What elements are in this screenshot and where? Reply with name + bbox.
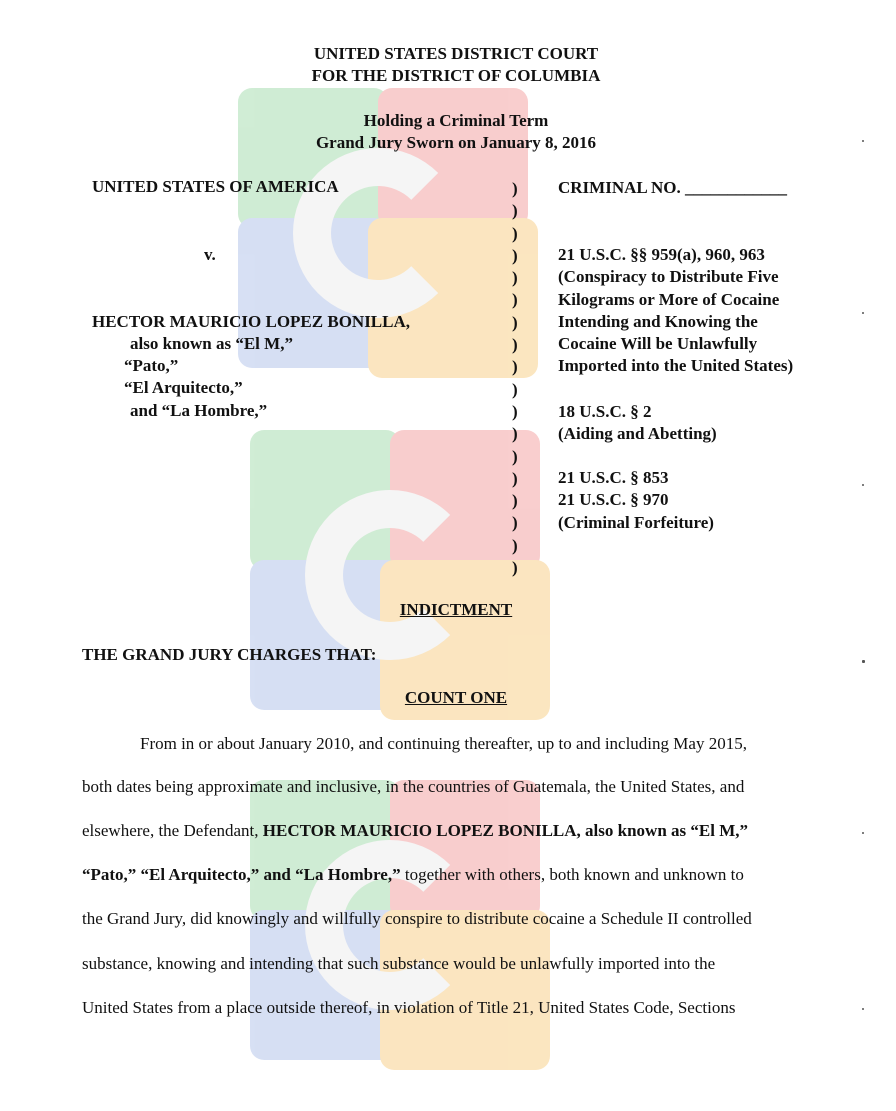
statute-line: (Conspiracy to Distribute Five <box>558 267 779 287</box>
term-line2: Grand Jury Sworn on January 8, 2016 <box>315 133 597 152</box>
body-line: From in or about January 2010, and continuing thereafter, up to and including May 2015, <box>140 734 747 753</box>
statute-line: 21 U.S.C. § 970 <box>558 490 669 510</box>
defendant-name-inline: HECTOR MAURICIO LOPEZ BONILLA, also known as “El M,” <box>262 821 748 840</box>
body-line: United States from a place outside thereof, in violation of Title 21, United States Code, Sections <box>82 998 736 1017</box>
paren: ) <box>512 379 518 399</box>
paren: ) <box>512 513 518 533</box>
scan-speck <box>862 1008 864 1010</box>
caption-divider <box>512 178 526 579</box>
paren: ) <box>512 201 518 221</box>
paren: ) <box>512 290 518 310</box>
body-line <box>82 865 744 885</box>
paren: ) <box>512 535 518 555</box>
paren: ) <box>512 558 518 578</box>
paren: ) <box>512 223 518 243</box>
scan-speck <box>862 660 865 663</box>
statute-block-3 <box>558 467 714 534</box>
scan-speck <box>862 140 864 142</box>
criminal-number: CRIMINAL NO. ____________ <box>558 178 788 197</box>
statute-block-2 <box>558 401 717 446</box>
charges-intro: THE GRAND JURY CHARGES THAT: <box>82 645 377 664</box>
paren: ) <box>512 179 518 198</box>
paren: ) <box>512 335 518 355</box>
paren: ) <box>512 468 518 488</box>
alias-line: and “La Hombre,” <box>130 401 268 420</box>
body-line: both dates being approximate and inclusive, in the countries of Guatemala, the United States, and <box>82 777 745 796</box>
statute-line: Intending and Knowing the <box>558 311 758 331</box>
body-line: the Grand Jury, did knowingly and willfully conspire to distribute cocaine a Schedule II controlled <box>82 909 752 928</box>
body-line <box>82 821 748 841</box>
paren: ) <box>512 245 518 265</box>
statute-line: 21 U.S.C. § 853 <box>558 468 669 487</box>
statute-line: Cocaine Will be Unlawfully <box>558 334 758 354</box>
paren: ) <box>512 268 518 288</box>
paren: ) <box>512 446 518 466</box>
aliases-inline: “Pato,” “El Arquitecto,” and “La Hombre,” <box>82 865 401 884</box>
alias-line: also known as “El M,” <box>130 334 293 353</box>
indictment-title: INDICTMENT <box>399 600 513 619</box>
statute-line: (Aiding and Abetting) <box>558 424 717 444</box>
scan-speck <box>862 312 864 314</box>
paren: ) <box>512 491 518 511</box>
scan-speck <box>862 484 864 486</box>
body-line: substance, knowing and intending that such substance would be unlawfully imported into the <box>82 954 716 973</box>
statute-line: Imported into the United States) <box>558 356 794 376</box>
plaintiff-name: UNITED STATES OF AMERICA <box>92 177 339 196</box>
paren: ) <box>512 424 518 444</box>
term-line1: Holding a Criminal Term <box>363 111 549 130</box>
court-name-line1: UNITED STATES DISTRICT COURT <box>313 44 599 63</box>
statute-line: Kilograms or More of Cocaine <box>558 289 780 309</box>
alias-line: “El Arquitecto,” <box>124 378 243 397</box>
paren: ) <box>512 357 518 377</box>
paren: ) <box>512 312 518 332</box>
alias-line: “Pato,” <box>124 356 179 375</box>
statute-line: 21 U.S.C. §§ 959(a), 960, 963 <box>558 245 765 264</box>
statute-block-1 <box>558 244 793 378</box>
count-title: COUNT ONE <box>404 688 508 707</box>
statute-line: (Criminal Forfeiture) <box>558 512 714 532</box>
scan-speck <box>862 832 864 834</box>
versus-label: v. <box>204 245 216 264</box>
statute-line: 18 U.S.C. § 2 <box>558 402 652 421</box>
body-text: elsewhere, the Defendant, <box>82 821 259 840</box>
court-name-line2: FOR THE DISTRICT OF COLUMBIA <box>311 66 601 85</box>
paren: ) <box>512 401 518 421</box>
g-logo-watermark-icon <box>250 430 550 720</box>
defendant-name: HECTOR MAURICIO LOPEZ BONILLA, <box>92 312 411 331</box>
body-text: together with others, both known and unknown to <box>404 865 744 884</box>
